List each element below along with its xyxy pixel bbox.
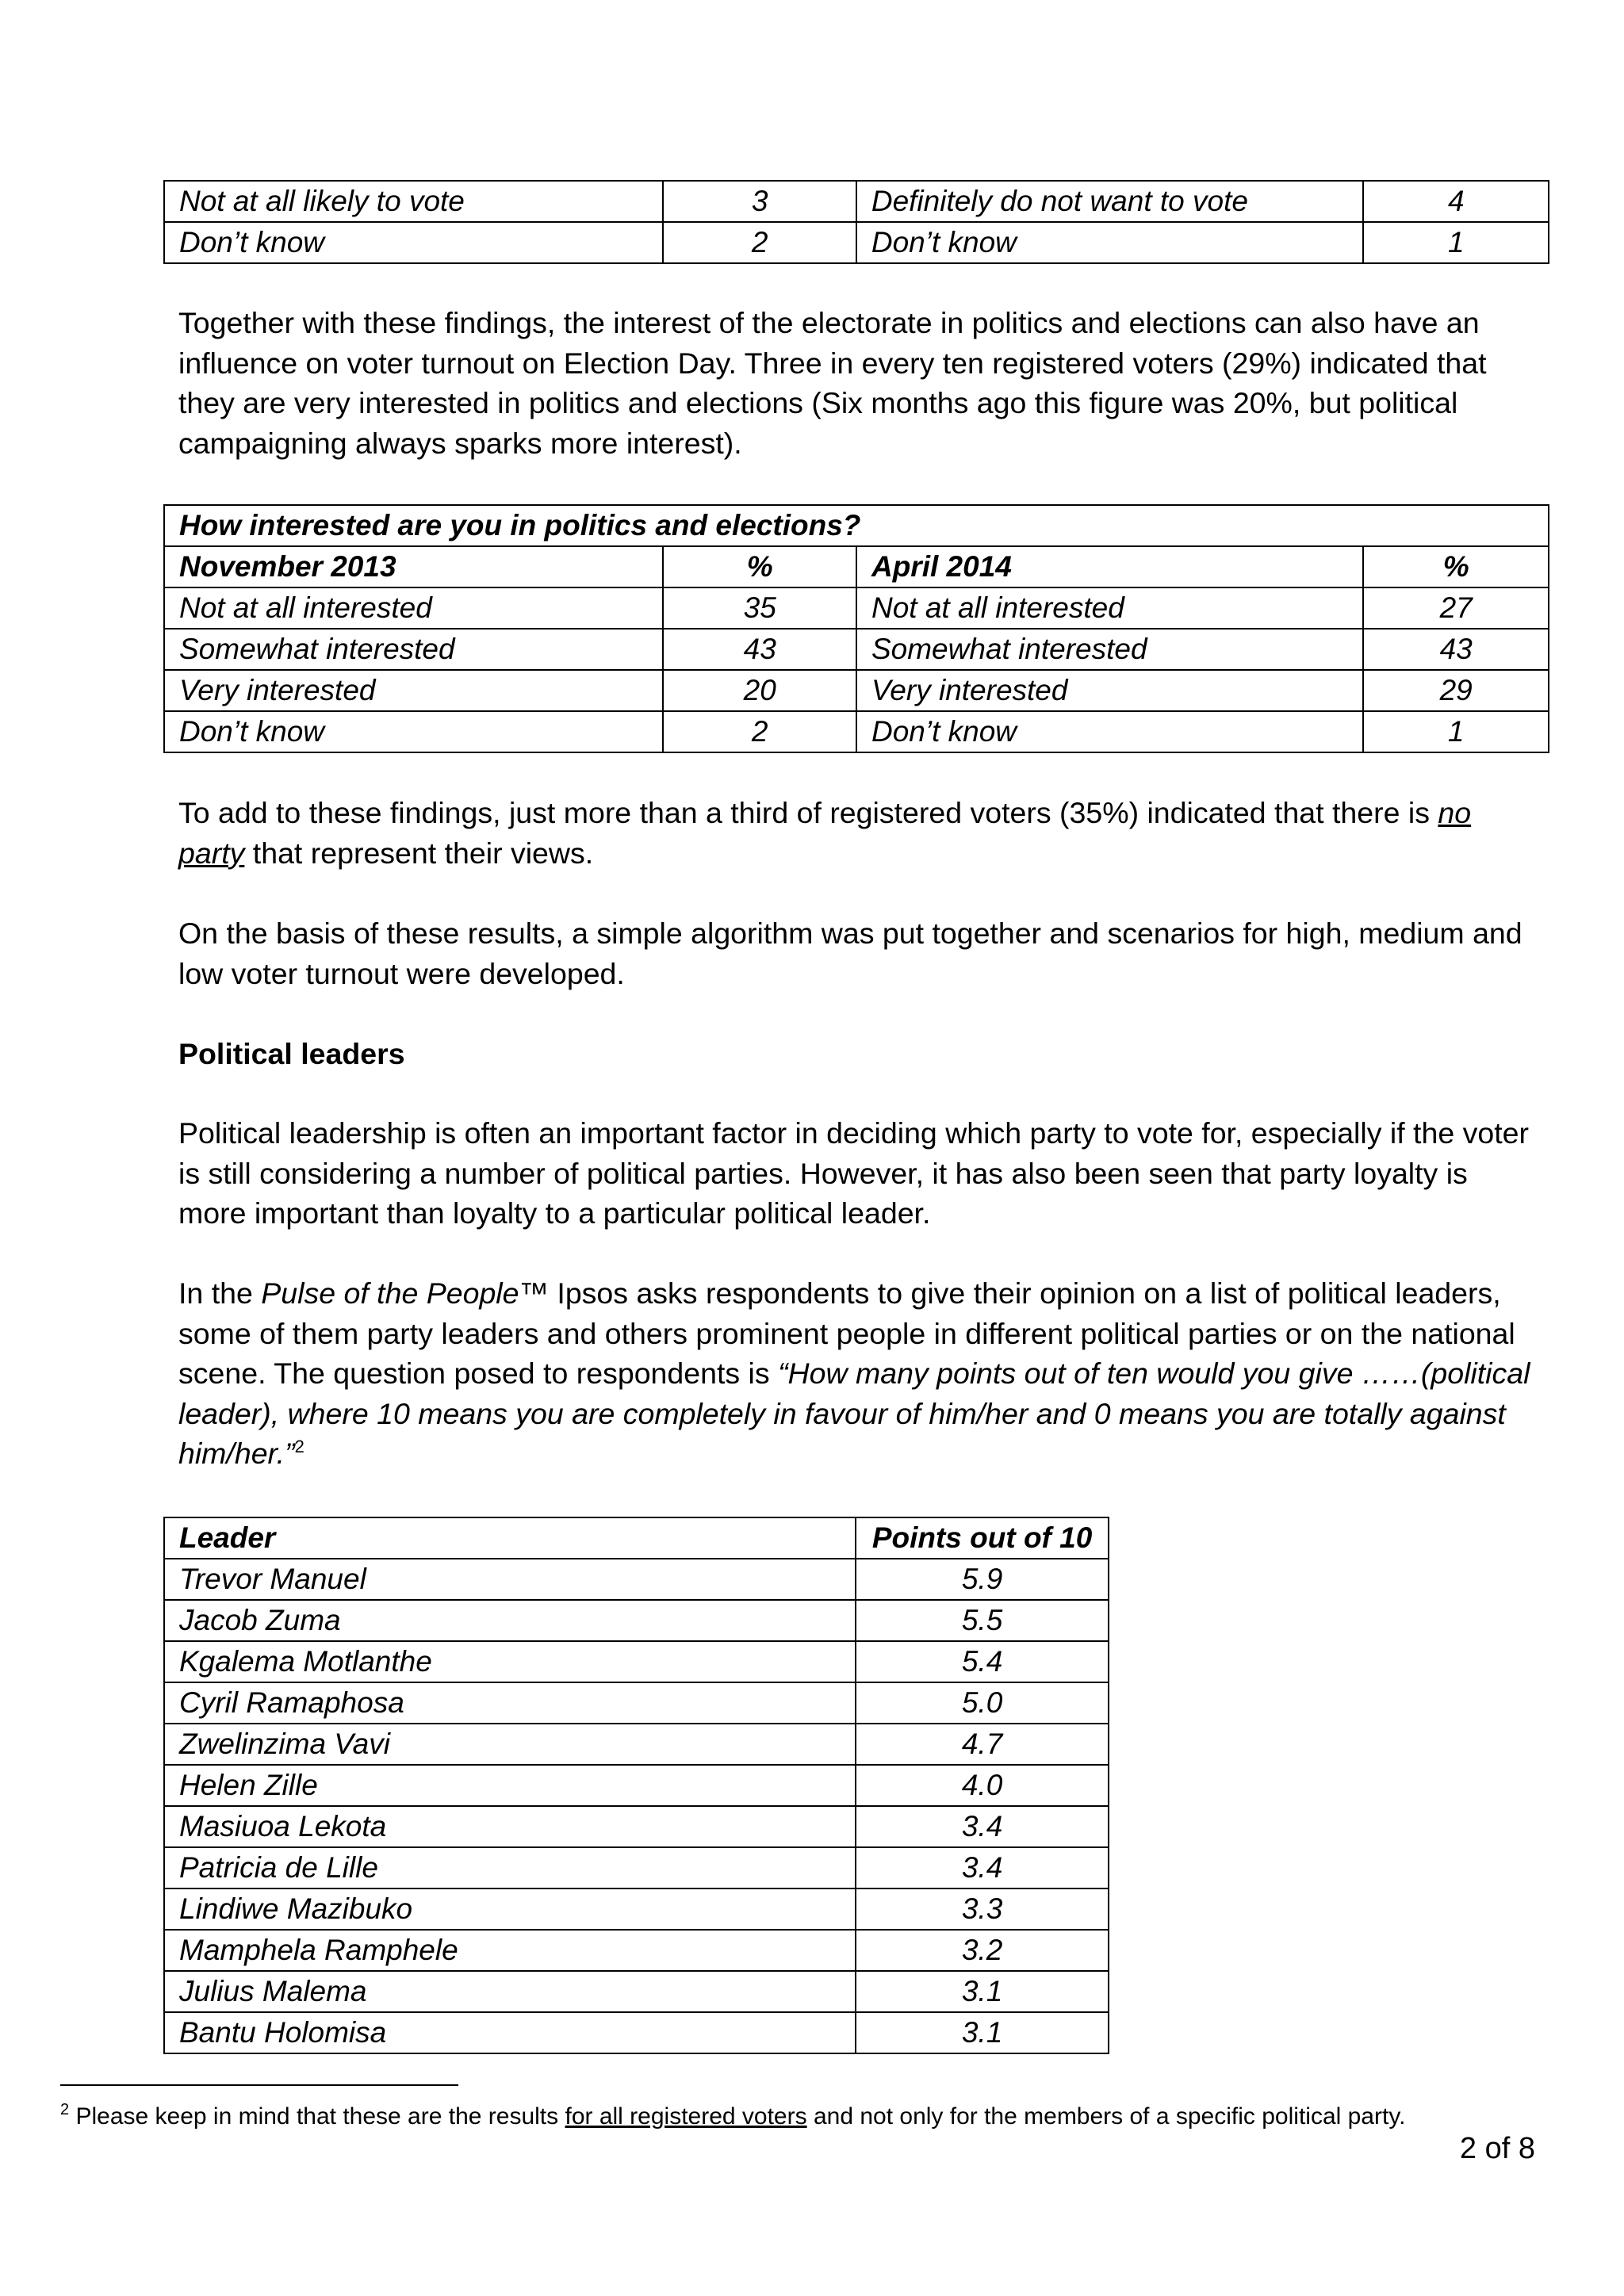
leader-points: 3.2 xyxy=(856,1930,1109,1971)
leader-points: 3.3 xyxy=(856,1888,1109,1930)
section-heading: Political leaders xyxy=(178,1037,405,1070)
table-row xyxy=(164,1765,1109,1806)
row-value: 43 xyxy=(1363,629,1549,670)
survey-name: Pulse of the People xyxy=(261,1276,519,1310)
text-run: To add to these findings, just more than a third of registered voters (35%) indicated that there is xyxy=(178,796,1438,829)
row-value: 3 xyxy=(663,181,856,222)
page-number: 2 of 8 xyxy=(1459,2132,1535,2165)
row-value: 20 xyxy=(663,670,856,711)
paragraph-interest xyxy=(178,303,1542,463)
leader-points: 5.0 xyxy=(856,1682,1109,1724)
leader-name: Julius Malema xyxy=(164,1971,856,2012)
emphasis-text: no party xyxy=(178,796,1472,870)
paragraph-text: On the basis of these results, a simple algorithm was put together and scenarios for high, medium and low voter turnout were developed. xyxy=(178,916,1522,990)
survey-question: “How many points out of ten would you give ……(political leader), where 10 means you are completely in favour of him/her and 0 means you are totally against him/her.” xyxy=(178,1357,1530,1470)
table-row xyxy=(164,1888,1109,1930)
row-label: Don’t know xyxy=(856,222,1364,263)
table-header-row xyxy=(164,1517,1109,1559)
row-value: 1 xyxy=(1363,711,1549,752)
column-header-leader: Leader xyxy=(164,1517,856,1559)
text-run: Ipsos asks respondents to give their opinion on a list of political leaders, some of them party leaders and others prominent people in different political parties or on the national scene. The question posed to respondents is xyxy=(178,1276,1515,1390)
row-label: Not at all interested xyxy=(856,587,1363,629)
paragraph-text xyxy=(178,793,1542,873)
footnote-separator xyxy=(60,2084,458,2086)
row-label: Very interested xyxy=(856,670,1363,711)
table-row xyxy=(164,1559,1109,1600)
turnout-table xyxy=(163,180,1549,264)
table-row xyxy=(164,629,1549,670)
leader-name: Lindiwe Mazibuko xyxy=(164,1888,856,1930)
table-row xyxy=(164,1682,1109,1724)
footnote-reference[interactable]: 2 xyxy=(294,1437,304,1456)
leader-name: Kgalema Motlanthe xyxy=(164,1641,856,1682)
column-header: % xyxy=(663,546,856,587)
row-label: Don’t know xyxy=(164,711,663,752)
leader-points: 4.0 xyxy=(856,1765,1109,1806)
row-label: Somewhat interested xyxy=(856,629,1363,670)
leader-points: 5.9 xyxy=(856,1559,1109,1600)
leader-name: Helen Zille xyxy=(164,1765,856,1806)
row-label: Don’t know xyxy=(856,711,1363,752)
paragraph-text xyxy=(178,1273,1542,1474)
column-header: % xyxy=(1363,546,1549,587)
trademark-symbol: ™ xyxy=(519,1276,549,1310)
paragraph-pulse-of-the-people xyxy=(178,1273,1542,1474)
leader-name: Jacob Zuma xyxy=(164,1600,856,1641)
column-header: April 2014 xyxy=(856,546,1363,587)
row-value: 43 xyxy=(663,629,856,670)
row-value: 27 xyxy=(1363,587,1549,629)
leader-points: 5.4 xyxy=(856,1641,1109,1682)
row-label: Very interested xyxy=(164,670,663,711)
leader-points: 3.1 xyxy=(856,1971,1109,2012)
table-question: How interested are you in politics and elections? xyxy=(164,505,1549,546)
leader-points: 3.4 xyxy=(856,1847,1109,1888)
row-value: 2 xyxy=(663,711,856,752)
leader-points: 3.1 xyxy=(856,2012,1109,2053)
table-question-row xyxy=(164,505,1549,546)
leader-name: Zwelinzima Vavi xyxy=(164,1724,856,1765)
paragraph-algorithm xyxy=(178,913,1542,993)
footnote xyxy=(60,2101,1405,2133)
table-row xyxy=(164,711,1549,752)
leader-points: 5.5 xyxy=(856,1600,1109,1641)
row-label: Somewhat interested xyxy=(164,629,663,670)
table-header-row xyxy=(164,546,1549,587)
text-run: that represent their views. xyxy=(244,836,594,870)
leader-name: Mamphela Ramphele xyxy=(164,1930,856,1971)
text-run: Please keep in mind that these are the results xyxy=(69,2103,565,2130)
table-row xyxy=(164,1641,1109,1682)
table-row xyxy=(164,2012,1109,2053)
row-value: 29 xyxy=(1363,670,1549,711)
column-header: November 2013 xyxy=(164,546,663,587)
table-row xyxy=(164,1971,1109,2012)
column-header-points: Points out of 10 xyxy=(856,1517,1109,1559)
table-row xyxy=(164,670,1549,711)
row-label: Definitely do not want to vote xyxy=(856,181,1364,222)
table-row xyxy=(164,1806,1109,1847)
leader-name: Cyril Ramaphosa xyxy=(164,1682,856,1724)
paragraph-leadership xyxy=(178,1113,1542,1234)
row-label: Not at all interested xyxy=(164,587,663,629)
leader-points: 4.7 xyxy=(856,1724,1109,1765)
leader-name: Patricia de Lille xyxy=(164,1847,856,1888)
row-label: Not at all likely to vote xyxy=(164,181,663,222)
table-row xyxy=(164,1847,1109,1888)
text-run: and not only for the members of a specific political party. xyxy=(806,2103,1406,2130)
row-value: 2 xyxy=(663,222,856,263)
row-value: 4 xyxy=(1363,181,1549,222)
paragraph-text: Political leadership is often an important factor in deciding which party to vote for, especially if the voter is still considering a number of political parties. However, it has also been seen that party loyalty is more important than loyalty to a particular political leader. xyxy=(178,1116,1529,1230)
footnote-number: 2 xyxy=(60,2101,70,2118)
row-value: 1 xyxy=(1363,222,1549,263)
leader-points: 3.4 xyxy=(856,1806,1109,1847)
table-row xyxy=(164,1724,1109,1765)
text-run: In the xyxy=(178,1276,262,1310)
row-value: 35 xyxy=(663,587,856,629)
table-row xyxy=(164,222,1549,263)
table-row xyxy=(164,1600,1109,1641)
table-row xyxy=(164,587,1549,629)
paragraph-no-party xyxy=(178,793,1542,873)
interest-table xyxy=(163,504,1549,753)
leader-name: Masiuoa Lekota xyxy=(164,1806,856,1847)
leader-name: Bantu Holomisa xyxy=(164,2012,856,2053)
leader-name: Trevor Manuel xyxy=(164,1559,856,1600)
row-label: Don’t know xyxy=(164,222,663,263)
table-row xyxy=(164,1930,1109,1971)
leaders-table xyxy=(163,1517,1109,2054)
table-row xyxy=(164,181,1549,222)
emphasis-text: for all registered voters xyxy=(565,2103,807,2130)
paragraph-text: Together with these findings, the interest of the electorate in politics and elections can also have an influence on voter turnout on Election Day. Three in every ten registered voters (29%) indicated that they are very interested in politics and elections (Six months ago this figure was 20%, but political campaigning always sparks more interest). xyxy=(178,306,1487,460)
